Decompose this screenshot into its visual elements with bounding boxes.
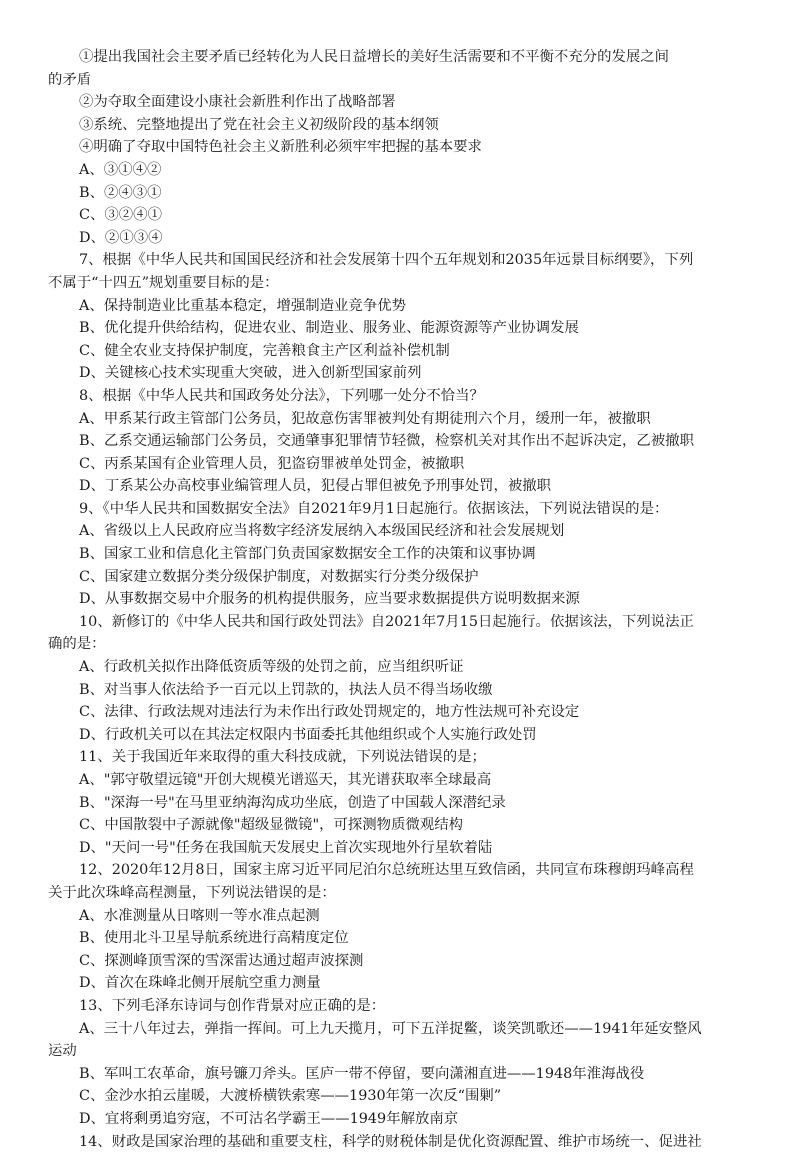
text-line: 的矛盾 [48, 69, 756, 92]
text-line: B、乙系交通运输部门公务员，交通肇事犯罪情节轻微，检察机关对其作出不起诉决定，乙被撤职 [48, 430, 756, 453]
text-line: 8、根据《中华人民共和国政务处分法》，下列哪一处分不恰当？ [48, 385, 756, 408]
text-line: B、优化提升供给结构，促进农业、制造业、服务业、能源资源等产业协调发展 [48, 317, 756, 340]
text-line: C、金沙水拍云崖暖，大渡桥横铁索寒——1930年第一次反“围剿” [48, 1085, 756, 1108]
text-line: A、三十八年过去，弹指一挥间。可上九天揽月，可下五洋捉鳖，谈笑凯歌还——1941年延安整风 [48, 1018, 756, 1041]
text-line: 关于此次珠峰高程测量，下列说法错误的是： [48, 882, 756, 905]
text-line: 13、下列毛泽东诗词与创作背景对应正确的是： [48, 995, 756, 1018]
text-line: C、国家建立数据分类分级保护制度，对数据实行分类分级保护 [48, 566, 756, 589]
text-line: C、健全农业支持保护制度，完善粮食主产区利益补偿机制 [48, 340, 756, 363]
text-line: D、首次在珠峰北侧开展航空重力测量 [48, 972, 756, 995]
text-line: A、甲系某行政主管部门公务员，犯故意伤害罪被判处有期徒刑六个月，缓刑一年，被撤职 [48, 408, 756, 431]
text-line: D、丁系某公办高校事业编管理人员，犯侵占罪但被免予刑事处罚，被撤职 [48, 475, 756, 498]
text-line: B、国家工业和信息化主管部门负责国家数据安全工作的决策和议事协调 [48, 543, 756, 566]
text-line: 7、根据《中华人民共和国国民经济和社会发展第十四个五年规划和2035年远景目标纲要》，下列 [48, 249, 756, 272]
text-line: C、③②④① [48, 204, 756, 227]
text-line: A、③①④② [48, 159, 756, 182]
text-line: C、丙系某国有企业管理人员，犯盗窃罪被单处罚金，被撤职 [48, 453, 756, 476]
text-line: 12、2020年12月8日，国家主席习近平同尼泊尔总统班达里互致信函，共同宣布珠穆朗玛峰高程 [48, 859, 756, 882]
text-line: ③系统、完整地提出了党在社会主义初级阶段的基本纲领 [48, 114, 756, 137]
text-line: B、对当事人依法给予一百元以上罚款的，执法人员不得当场收缴 [48, 679, 756, 702]
text-line: C、中国散裂中子源就像"超级显微镜"，可探测物质微观结构 [48, 814, 756, 837]
text-line: C、探测峰顶雪深的雪深雷达通过超声波探测 [48, 950, 756, 973]
text-line: 10、新修订的《中华人民共和国行政处罚法》自2021年7月15日起施行。依据该法，下列说法正 [48, 611, 756, 634]
text-line: C、法律、行政法规对违法行为未作出行政处罚规定的，地方性法规可补充设定 [48, 701, 756, 724]
text-line: D、关键核心技术实现重大突破，进入创新型国家前列 [48, 362, 756, 385]
text-line: 运动 [48, 1040, 756, 1063]
text-line: 9、《中华人民共和国数据安全法》自2021年9月1日起施行。依据该法，下列说法错误的是： [48, 498, 756, 521]
text-line: A、行政机关拟作出降低资质等级的处罚之前，应当组织听证 [48, 656, 756, 679]
text-line: 不属于“十四五”规划重要目标的是： [48, 272, 756, 295]
text-line: D、宜将剩勇追穷寇，不可沽名学霸王——1949年解放南京 [48, 1108, 756, 1131]
text-line: 确的是： [48, 633, 756, 656]
text-line: D、②①③④ [48, 227, 756, 250]
text-line: A、水准测量从日喀则一等水准点起测 [48, 905, 756, 928]
text-line: B、"深海一号"在马里亚纳海沟成功坐底，创造了中国载人深潜纪录 [48, 792, 756, 815]
text-line: ④明确了夺取中国特色社会主义新胜利必须牢牢把握的基本要求 [48, 136, 756, 159]
text-line: D、从事数据交易中介服务的机构提供服务，应当要求数据提供方说明数据来源 [48, 588, 756, 611]
text-line: A、保持制造业比重基本稳定，增强制造业竞争优势 [48, 295, 756, 318]
text-line: 14、财政是国家治理的基础和重要支柱，科学的财税体制是优化资源配置、维护市场统一、促进社 [48, 1131, 756, 1153]
text-line: B、使用北斗卫星导航系统进行高精度定位 [48, 927, 756, 950]
text-line: ②为夺取全面建设小康社会新胜利作出了战略部署 [48, 91, 756, 114]
text-line: ①提出我国社会主要矛盾已经转化为人民日益增长的美好生活需要和不平衡不充分的发展之间 [48, 46, 756, 69]
text-line: D、行政机关可以在其法定权限内书面委托其他组织或个人实施行政处罚 [48, 724, 756, 747]
text-line: D、"天问一号"任务在我国航天发展史上首次实现地外行星软着陆 [48, 837, 756, 860]
text-line: 11、关于我国近年来取得的重大科技成就，下列说法错误的是； [48, 746, 756, 769]
text-line: A、省级以上人民政府应当将数字经济发展纳入本级国民经济和社会发展规划 [48, 520, 756, 543]
text-line: B、②④③① [48, 182, 756, 205]
text-line: A、"郭守敬望远镜"开创大规模光谱巡天，其光谱获取率全球最高 [48, 769, 756, 792]
text-line: B、军叫工农革命，旗号镰刀斧头。匡庐一带不停留，要向潇湘直进——1948年淮海战役 [48, 1063, 756, 1086]
